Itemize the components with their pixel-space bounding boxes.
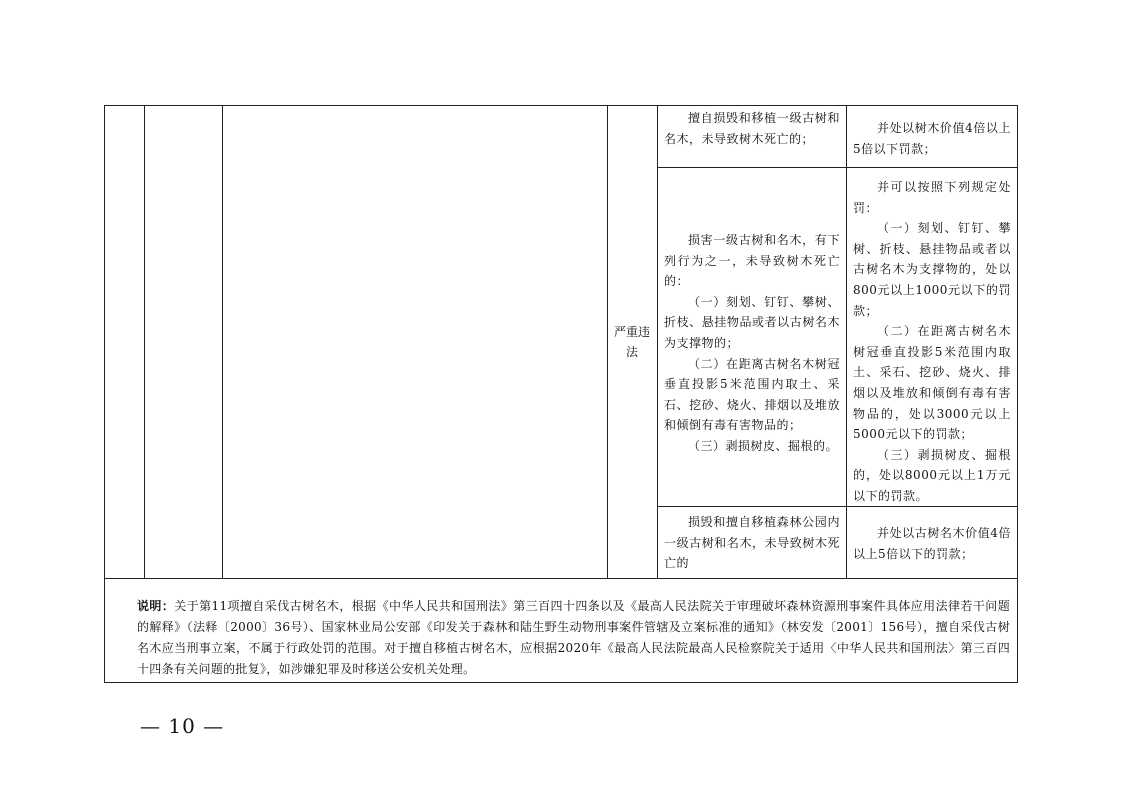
- penalty-cell-2: [853, 177, 1011, 507]
- column-divider: [846, 105, 847, 578]
- behavior-text: 损害一级古树和名木，有下列行为之一，未导致树木死亡的：: [664, 233, 840, 289]
- penalty-text: 并可以按照下列规定处罚：: [853, 180, 1011, 215]
- column-divider: [144, 105, 145, 578]
- behavior-item: （一）刻划、钉钉、攀树、折枝、悬挂物品或者以古树名木为支撑物的；: [664, 294, 840, 350]
- behavior-item: （二）在距离古树名木树冠垂直投影5米范围内取土、采石、挖砂、烧火、排烟以及堆放和倾倒有毒有害物品的；: [664, 356, 840, 433]
- behavior-item: （三）剥损树皮、掘根的。: [688, 438, 839, 453]
- column-divider: [607, 105, 608, 578]
- penalty-item: （一）刻划、钉钉、攀树、折枝、悬挂物品或者以古树名木为支撑物的，处以800元以上1000元以下的罚款；: [853, 221, 1011, 318]
- penalty-text: 并处以古树名木价值4倍以上5倍以下的罚款；: [853, 526, 1011, 561]
- row-divider: [657, 167, 1018, 168]
- behavior-cell-3: [664, 512, 840, 574]
- behavior-text: 损毁和擅自移植森林公园内一级古树和名木，未导致树木死亡的: [664, 515, 840, 571]
- explanatory-note: [137, 596, 1010, 680]
- penalty-cell-3: [853, 523, 1011, 564]
- category-cell: 严重违法: [613, 325, 650, 359]
- column-divider: [222, 105, 223, 578]
- behavior-cell-1: [664, 108, 840, 149]
- penalty-text: 并处以树木价值4倍以上5倍以下罚款；: [853, 121, 1011, 156]
- penalty-item: （二）在距离古树名木树冠垂直投影5米范围内取土、采石、挖砂、烧火、排烟以及堆放和倾倒有毒有害物品的，处以3000元以上5000元以下的罚款；: [853, 324, 1011, 442]
- note-text: 关于第11项擅自采伐古树名木，根据《中华人民共和国刑法》第三百四十四条以及《最高人民法院关于审理破坏森林资源刑事案件具体应用法律若干问题的解释》（法释〔2000〕36号）、国家林业局公安部《印发关于森林和陆生野生动物刑事案件管辖及立案标准的通知》（林安发〔2001〕156号），擅自采伐古树名木应当刑事立案，不属于行政处罚的范围。对于擅自移植古树名木，应根据2020年《最高人民法院最高人民检察院关于适用〈中华人民共和国刑法〉第三百四十四条有关问题的批复》，如涉嫌犯罪及时移送公安机关处理。: [137, 599, 1010, 676]
- row-divider: [104, 578, 1018, 579]
- behavior-text: 擅自损毁和移植一级古树和名木，未导致树木死亡的；: [664, 111, 840, 146]
- behavior-cell-2: [664, 230, 840, 457]
- penalty-cell-1: [853, 118, 1011, 159]
- page-number: — 10 —: [140, 714, 225, 738]
- note-label: 说明：: [137, 599, 175, 613]
- penalty-item: （三）剥损树皮、掘根的，处以8000元以上1万元以下的罚款。: [853, 447, 1011, 503]
- column-divider: [657, 105, 658, 578]
